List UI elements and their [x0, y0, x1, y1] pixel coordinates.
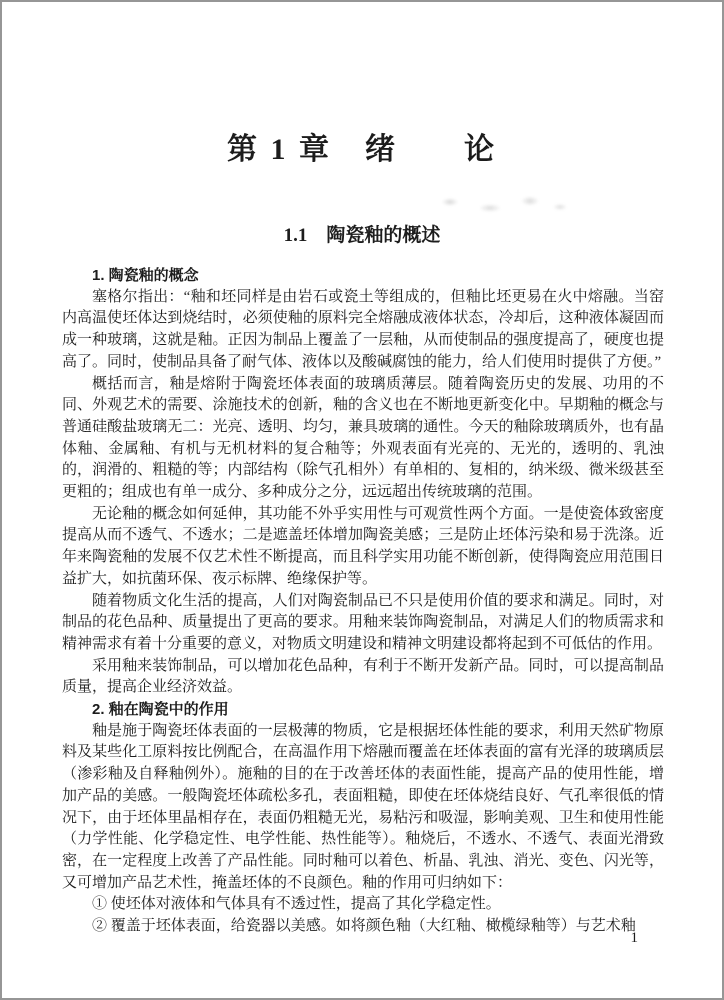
body-paragraph-3: 无论釉的概念如何延伸，其功能不外乎实用性与可观赏性两个方面。一是使瓷体致密度提高从而不透气、不透水；二是遮盖坯体增加陶瓷美感；三是防止坯体污染和易于洗涤。近年来陶瓷釉的发展不仅艺术性不断提高，而且科学实用功能不断创新，使得陶瓷应用范围日益扩大，如抗菌环保、夜示标牌、绝缘保护等。 [62, 505, 664, 587]
section-title: 1.1 陶瓷釉的概述 [283, 225, 441, 246]
body-heading-1: 1. 陶瓷釉的概念 [92, 267, 199, 284]
numbered-item-2: ② 覆盖于坯体表面，给瓷器以美感。如将颜色釉（大红釉、橄榄绿釉等）与艺术釉 [92, 918, 636, 935]
body-text [62, 265, 664, 938]
page-number: 1 [630, 930, 638, 946]
chapter-title: 第 1 章 绪 论 [227, 133, 497, 166]
body-paragraph-2: 概括而言，釉是熔附于陶瓷坯体表面的玻璃质薄层。随着陶瓷历史的发展、功用的不同、外观艺术的需要、涂施技术的创新，釉的含义也在不断地更新变化中。早期釉的概念与普通硅酸盐玻璃无二：光亮、透明、均匀，兼具玻璃的通性。今天的釉除玻璃质外，也有晶体釉、金属釉、有机与无机材料的复合釉等；外观表面有光亮的、无光的，透明的、乳浊的，润滑的、粗糙的等；内部结构（除气孔相外）有单相的、复相的，纳米级、微米级甚至更粗的；组成也有单一成分、多种成分之分，远远超出传统玻璃的范围。 [62, 375, 664, 501]
numbered-item-1: ① 使坯体对液体和气体具有不透过性，提高了其化学稳定性。 [92, 896, 501, 913]
body-paragraph-4: 随着物质文化生活的提高，人们对陶瓷制品已不只是使用价值的要求和满足。同时，对制品的花色品种、质量提出了更高的要求。用釉来装饰陶瓷制品，对满足人们的物质需求和精神需求有着十分重要的意义，对物质文明建设和精神文明建设都将起到不可低估的作用。 [62, 592, 664, 652]
body-heading-2: 2. 釉在陶瓷中的作用 [92, 701, 229, 719]
body-paragraph-5: 采用釉来装饰制品，可以增加花色品种，有利于不断开发新产品。同时，可以提高制品质量，提高企业经济效益。 [62, 657, 664, 696]
body-paragraph-1: 塞格尔指出：“釉和坯同样是由岩石或瓷土等组成的，但釉比坯更易在火中熔融。当窑内高温使坯体达到烧结时，必须使釉的原料完全熔融成液体状态，冷却后，这种液体凝固而成一种玻璃，这就是釉。正因为制品上覆盖了一层釉，从而使制品的强度提高了，硬度也提高了。同时，使制品具备了耐气体、液体以及酸碱腐蚀的能力，给人们使用时提供了方便。” [62, 288, 664, 370]
body-paragraph-6: 釉是施于陶瓷坯体表面的一层极薄的物质，它是根据坯体性能的要求，利用天然矿物原料及某些化工原料按比例配合，在高温作用下熔融而覆盖在坯体表面的富有光泽的玻璃质层（渗彩釉及自释釉例外）。施釉的目的在于改善坯体的表面性能，提高产品的使用性能，增加产品的美感。一般陶瓷坯体疏松多孔，表面粗糙，即使在坯体烧结良好、气孔率很低的情况下，由于坯体里晶相存在，表面仍粗糙无光，易粘污和吸湿，影响美观、卫生和使用性能（力学性能、化学稳定性、电学性能、热性能等）。釉烧后，不透水、不透气、表面光滑致密，在一定程度上改善了产品性能。同时釉可以着色、析晶、乳浊、消光、变色、闪光等，又可增加产品艺术性，掩盖坯体的不良颜色。釉的作用可归纳如下： [62, 722, 664, 891]
print-bleedthrough-artifact [432, 192, 572, 218]
